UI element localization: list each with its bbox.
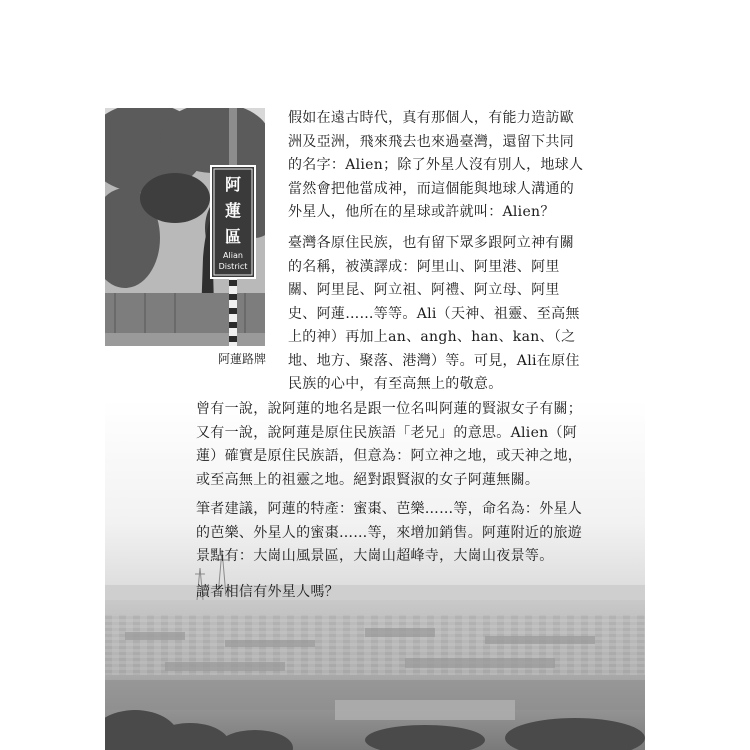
sign-char-2: 蓮 (224, 201, 242, 220)
alian-road-sign-photo (105, 108, 265, 346)
paragraph-3: 曾有一說，說阿蓮的地名是跟一位名叫阿蓮的賢淑女子有關；又有一說，說阿蓮是原住民族語「老兄」的意思。Alien（阿蓮）確實是原住民族語，但意為：阿立神之地，或天神之地，或至高無上的祖靈之地。絕對跟賢淑的女子阿蓮無關。 (196, 401, 583, 488)
paragraph-4: 筆者建議，阿蓮的特產：蜜棗、芭樂……等，命名為：外星人的芭樂、外星人的蜜棗……等，來增加銷售。阿蓮附近的旅遊景點有：大崗山風景區，大崗山超峰寺，大崗山夜景等。 (196, 501, 583, 564)
sign-en-line1: Alian (223, 251, 243, 260)
paragraph-5: 讀者相信有外星人嗎？ (196, 584, 339, 600)
sign-char-1: 阿 (224, 175, 242, 194)
sign-char-3: 區 (224, 227, 242, 246)
sign-en-line2: District (218, 262, 248, 271)
paragraph-1: 假如在遠古時代，真有那個人，有能力造訪歐洲及亞洲，飛來飛去也來過臺灣，還留下共同的名字：Alien；除了外星人沒有別人，地球人當然會把他當成神，而這個能與地球人溝通的外星人，他所在的星球或許就叫：Alien？ (288, 110, 584, 220)
paragraph-2: 臺灣各原住民族，也有留下眾多跟阿立神有關的名稱，被漢譯成：阿里山、阿里港、阿里關、阿里昆、阿立祖、阿禮、阿立母、阿里史、阿蓮……等等。Ali（天神、祖靈、至高無上的神）再加上an、angh、han、kan、（之地、地方、聚落、港灣）等。可見，Ali在原住民族的心中，有至高無上的敬意。 (288, 235, 580, 392)
photo-caption: 阿蓮路牌 (218, 352, 267, 366)
